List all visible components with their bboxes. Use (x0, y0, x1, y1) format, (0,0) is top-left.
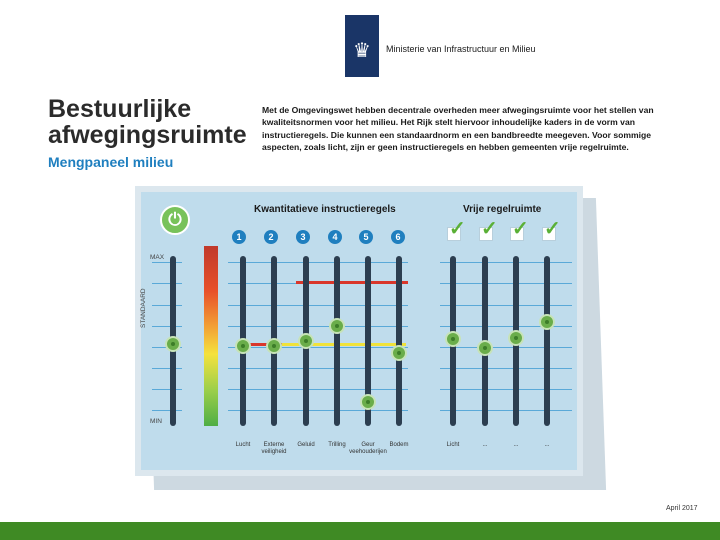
axis-max-label: MAX (150, 254, 165, 261)
slider-knob[interactable] (266, 338, 282, 354)
number-badge-2: 2 (264, 230, 278, 244)
grid-line (152, 326, 182, 327)
slider-track[interactable] (396, 256, 402, 426)
slider-label: Licht (446, 442, 460, 448)
slider-label: Lucht (235, 442, 251, 448)
grid-line (440, 410, 572, 411)
number-badge-3: 3 (296, 230, 310, 244)
grid-line (228, 347, 408, 348)
number-badge-4: 4 (328, 230, 342, 244)
grid-line (228, 305, 408, 306)
slider-knob[interactable] (329, 318, 345, 334)
slider-label: ... (482, 442, 488, 448)
number-badge-6: 6 (391, 230, 405, 244)
grid-line (228, 389, 408, 390)
grid-line (152, 389, 182, 390)
slider-knob[interactable] (391, 345, 407, 361)
government-logo (345, 15, 379, 77)
page-title (48, 96, 247, 148)
power-icon: ⏻ (168, 210, 182, 229)
section-quantitative: Kwantitatieve instructieregels (254, 204, 396, 215)
grid-line (440, 368, 572, 369)
grid-line (440, 262, 572, 263)
grid-line (440, 347, 572, 348)
axis-standard-label: STANDAARD (140, 288, 147, 328)
slider-knob[interactable] (508, 330, 524, 346)
slider-label: Geur veehouderijen (349, 442, 387, 455)
grid-line (440, 389, 572, 390)
check-icon: ✓ (481, 218, 498, 240)
grid-line (228, 262, 408, 263)
slider-track[interactable] (544, 256, 550, 426)
power-button[interactable] (160, 205, 190, 235)
check-icon: ✓ (449, 218, 466, 240)
title-line-1: Bestuurlijke (48, 95, 192, 123)
grid-line (440, 305, 572, 306)
grid-line (152, 368, 182, 369)
checkbox-free-2[interactable] (479, 218, 498, 241)
limit-line-2 (296, 281, 408, 284)
slider-knob[interactable] (298, 333, 314, 349)
grid-line (152, 410, 182, 411)
date-label: April 2017 (666, 505, 698, 512)
color-scale-bar (204, 246, 218, 426)
slider-label: Bodem (389, 442, 409, 448)
grid-line (228, 410, 408, 411)
slider-label: Geluid (297, 442, 315, 448)
checkbox-free-3[interactable] (510, 218, 529, 241)
check-icon: ✓ (512, 218, 529, 240)
checkbox-free-4[interactable] (542, 218, 561, 241)
page-subtitle: Mengpaneel milieu (48, 154, 174, 170)
axis-min-label: MIN (150, 418, 162, 425)
number-badge-5: 5 (359, 230, 373, 244)
slider-label: Externe veiligheid (261, 442, 287, 455)
ministry-name: Ministerie van Infrastructuur en Milieu (386, 44, 536, 54)
slider-label: Trilling (328, 442, 346, 448)
slider-label: ... (513, 442, 519, 448)
grid-line (152, 305, 182, 306)
crest-icon: ♛ (353, 40, 371, 62)
grid-line (228, 368, 408, 369)
grid-line (152, 283, 182, 284)
slider-knob[interactable] (235, 338, 251, 354)
slider-label: ... (544, 442, 550, 448)
checkbox-licht[interactable] (447, 218, 466, 241)
intro-text: Met de Omgevingswet hebben decentrale overheden meer afwegingsruimte voor het stellen van kwaliteitsnormen voor het milieu. Het Rijk stelt hiervoor inhoudelijke kaders in de vorm van instructieregels. Die kunnen een standaardnorm en een bandbreedte meegeven. Voor sommige aspecten, zoals licht, zijn er geen instructieregels en hebben gemeenten vrije regelruimte. (262, 105, 654, 153)
footer-bar (0, 522, 720, 540)
grid-line (440, 283, 572, 284)
slider-knob[interactable] (477, 340, 493, 356)
slider-track[interactable] (334, 256, 340, 426)
section-free: Vrije regelruimte (463, 204, 542, 215)
title-line-2: afwegingsruimte (48, 121, 247, 149)
number-badge-1: 1 (232, 230, 246, 244)
grid-line (228, 326, 408, 327)
grid-line (152, 262, 182, 263)
check-icon: ✓ (544, 218, 561, 240)
master-slider-knob[interactable] (165, 336, 181, 352)
